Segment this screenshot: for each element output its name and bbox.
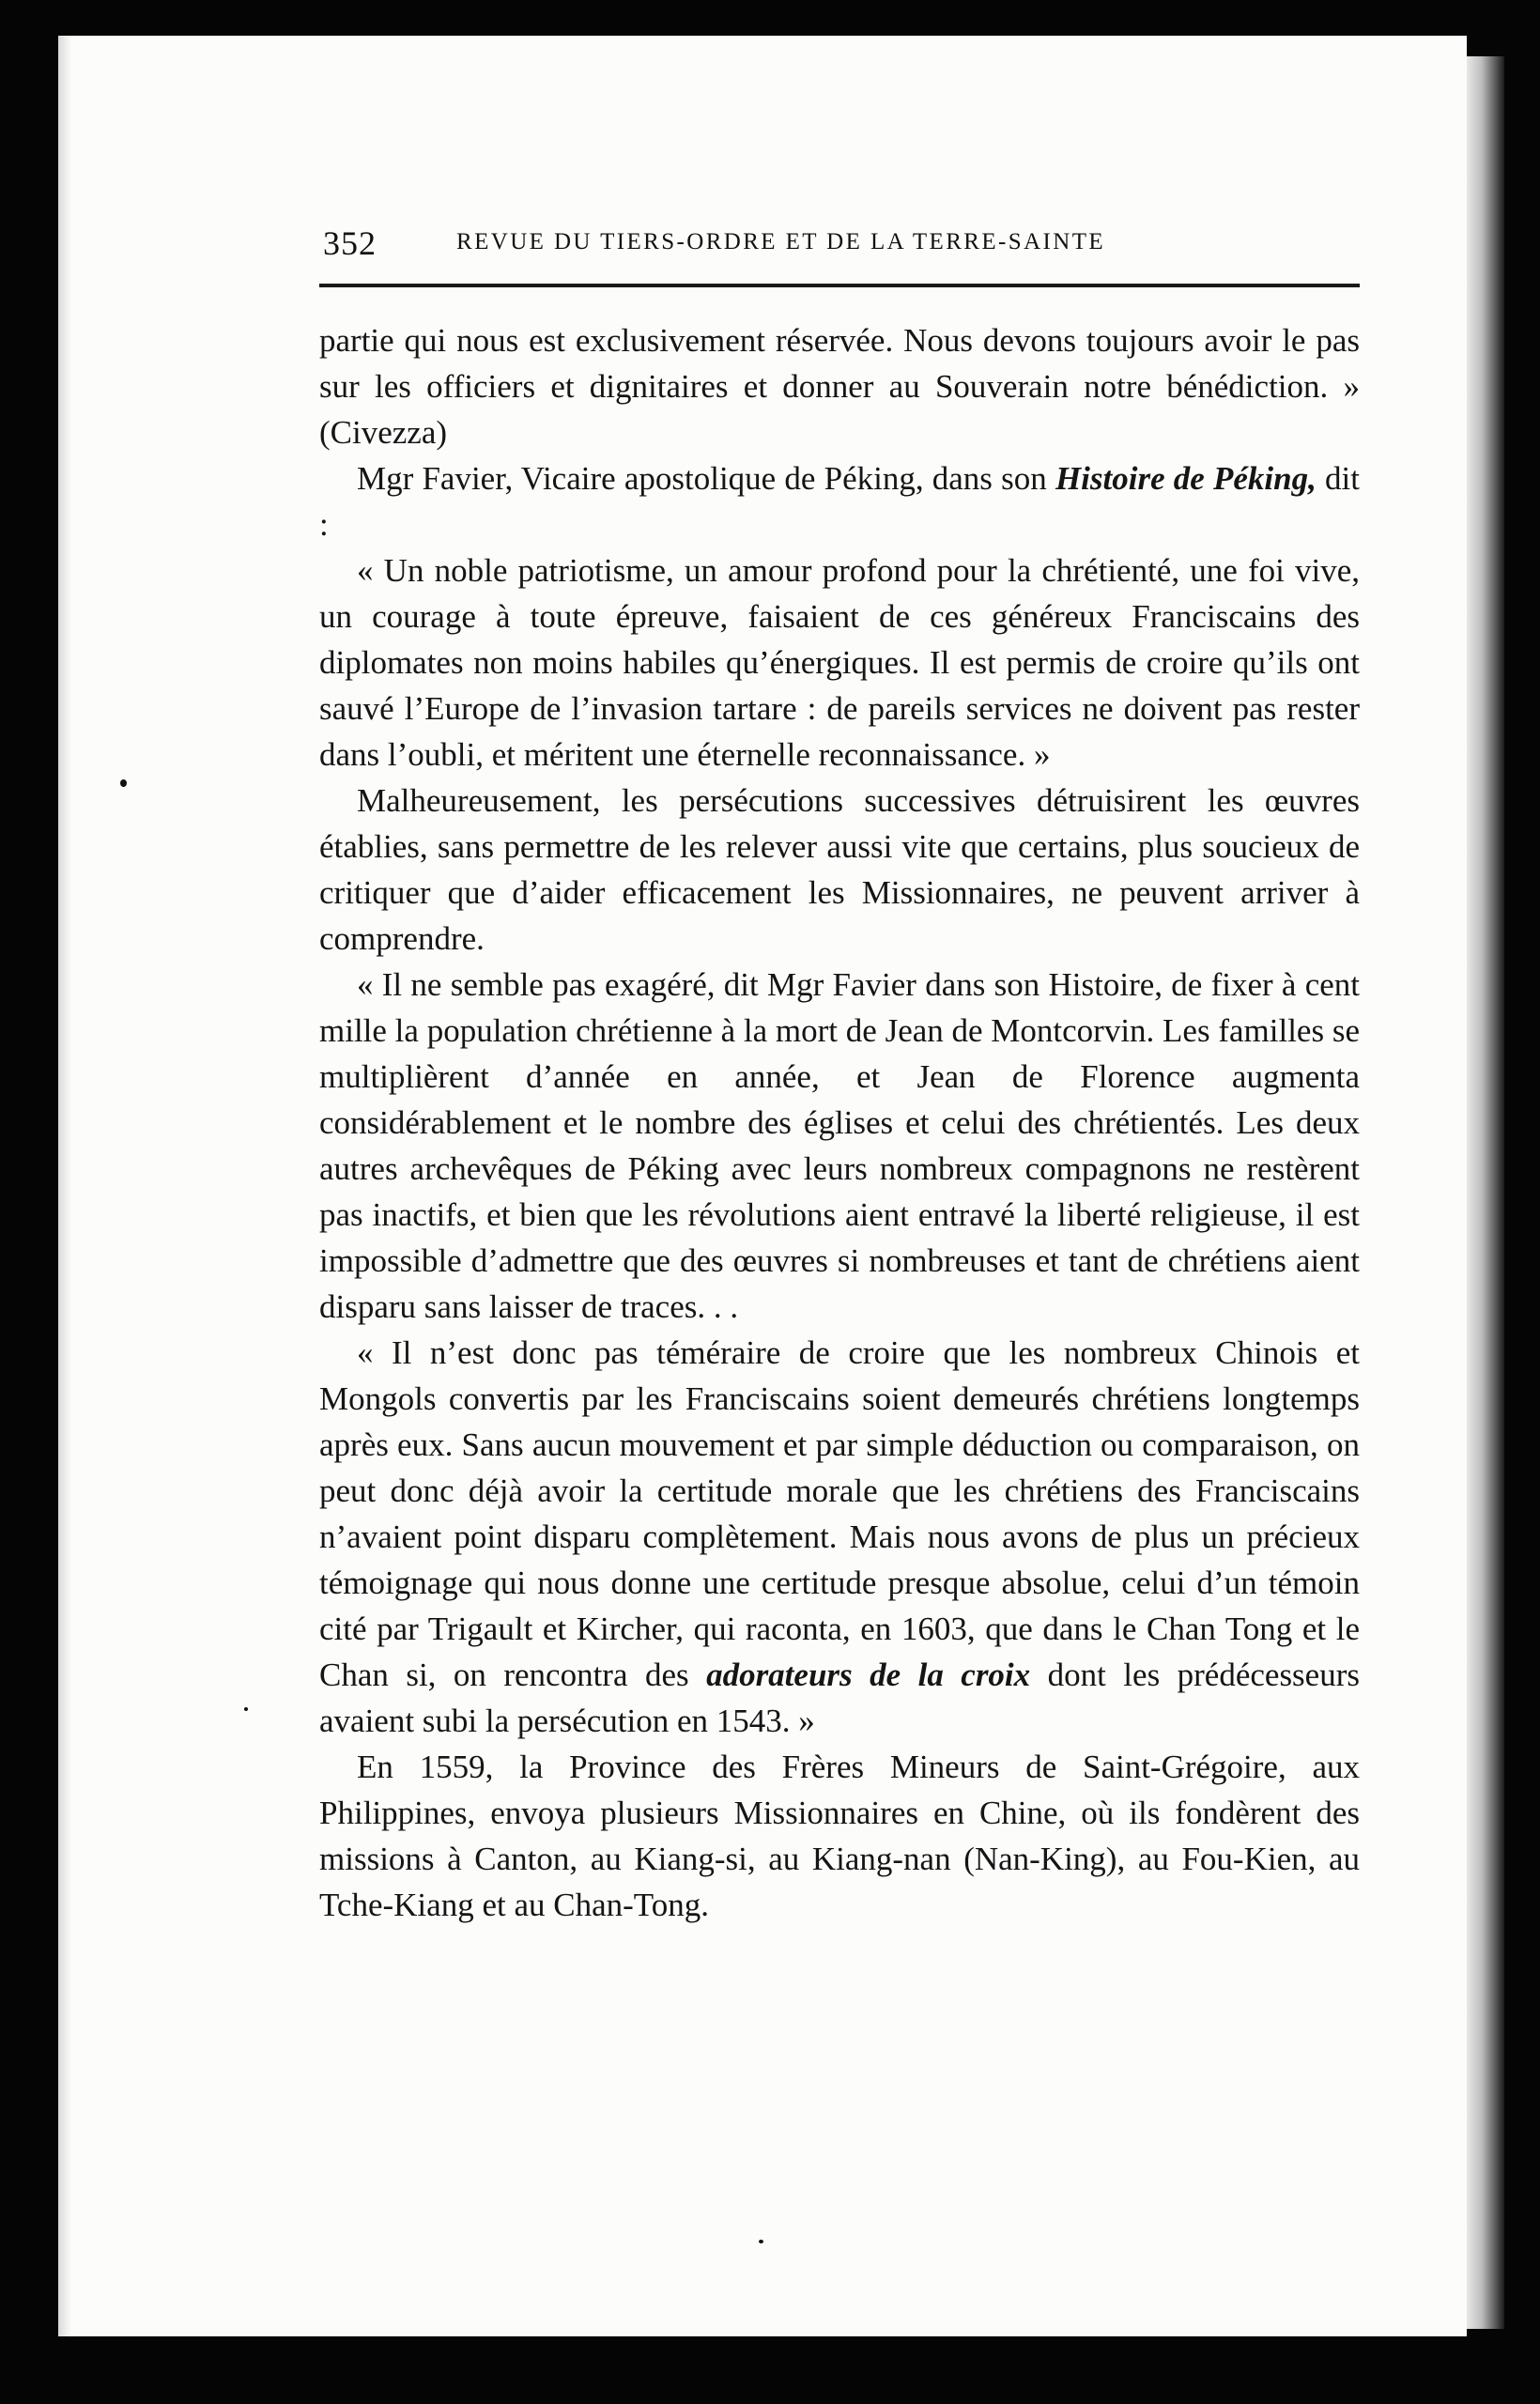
page-number: 352 [323,224,377,262]
paragraph-favier-intro: Mgr Favier, Vicaire apostolique de Péking, dans son Histoire de Péking, dit : [319,460,1361,543]
scan-speck [759,2240,763,2243]
scan-speck [120,779,127,787]
page-left-edge-shadow [58,36,71,2336]
page-header [323,222,1363,278]
paragraph-persecutions: Malheureusement, les persécutions successives détruisirent les œuvres établies, sans permettre de les relever aussi vite que certains, plus soucieux de critiquer que d’aider efficacement les Missionnaires, ne peuvent arriver à comprendre. [319,782,1360,957]
paragraph-province-1559: En 1559, la Province des Frères Mineurs de Saint-Grégoire, aux Philippines, envoya plusieurs Missionnaires en Chine, où ils fondèrent des missions à Canton, au Kiang-si, au Kiang-nan (Nan-King), au Fou-Kien, au Tche-Kiang et au Chan-Tong. [319,1749,1360,1923]
book-title-italic: Histoire de Péking, [1055,460,1317,497]
page-right-edge-shadow [1467,56,1504,2329]
header-rule [319,284,1360,287]
paragraph-continuation: partie qui nous est exclusivement réservée. Nous devons toujours avoir le pas sur les officiers et dignitaires et donner au Souverain notre bénédiction. » (Civezza) [319,322,1360,451]
running-title: REVUE DU TIERS-ORDRE ET DE LA TERRE-SAINTE [456,229,1106,254]
paragraph-quote-patriotism: « Un noble patriotisme, un amour profond pour la chrétienté, une foi vive, un courage à toute épreuve, faisaient de ces généreux Franciscains des diplomates non moins habiles qu’énergiques. Il est permis de croire qu’ils ont sauvé l’Europe de l’invasion tartare : de pareils services ne doivent pas rester dans l’oubli, et méritent une éternelle reconnaissance. » [319,552,1360,773]
body-text [319,317,1360,1928]
paragraph-quote-population: « Il ne semble pas exagéré, dit Mgr Favier dans son Histoire, de fixer à cent mille la population chrétienne à la mort de Jean de Montcorvin. Les familles se multiplièrent d’année en année, et Jean de Florence augmenta considérablement et le nombre des églises et celui des chrétientés. Les deux autres archevêques de Péking avec leurs nombreux compagnons ne restèrent pas inactifs, et bien que les révolutions aient entravé la liberté religieuse, il est impossible d’admettre que des œuvres si nombreuses et tant de chrétiens aient disparu sans laisser de traces. . . [319,966,1360,1325]
italic-phrase: adorateurs de la croix [706,1657,1031,1693]
paragraph-quote-converts: « Il n’est donc pas téméraire de croire que les nombreux Chinois et Mongols convertis par les Franciscains soient demeurés chrétiens longtemps après eux. Sans aucun mouvement et par simple déduction ou comparaison, on peut donc déjà avoir la certitude morale que les chrétiens des Franciscains n’avaient point disparu complètement. Mais nous avons de plus un précieux témoignage qui nous donne une certitude presque absolue, celui d’un témoin cité par Trigault et Kircher, qui raconta, en 1603, que dans le Chan Tong et le Chan si, on rencontra des adorateurs de la croix dont les prédécesseurs avaient subi la persécution en 1543. » [319,1334,1360,1739]
scan-speck [244,1707,248,1711]
